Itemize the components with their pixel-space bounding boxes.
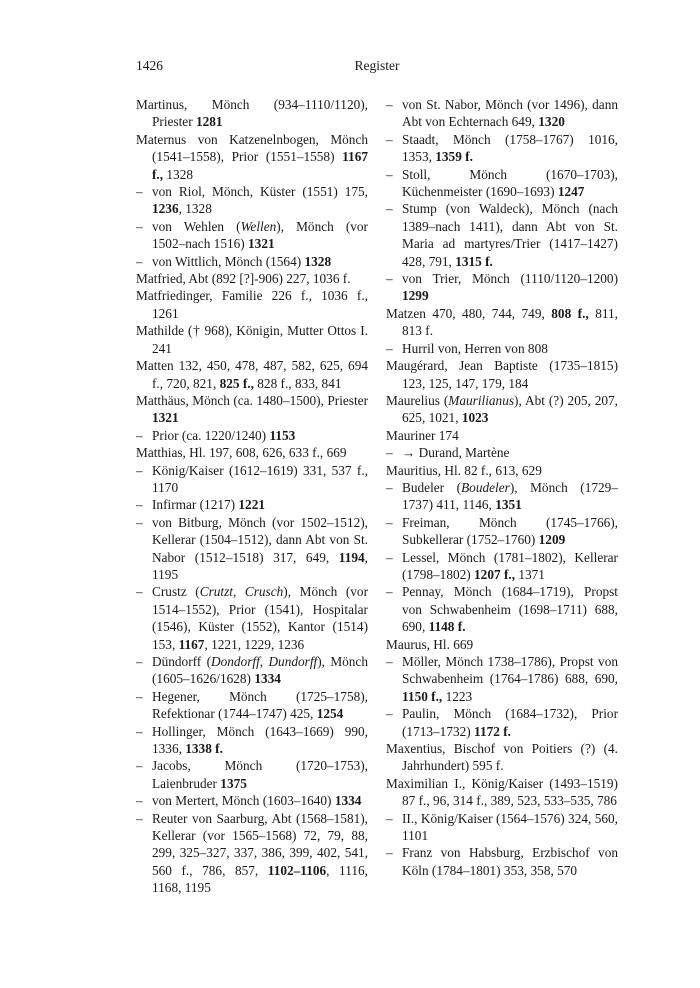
- index-entry: [386, 636, 618, 653]
- bold-page-ref: 1281: [195, 114, 223, 130]
- bold-page-ref: 1328: [304, 253, 332, 269]
- entry-text: Hurril von, Herren von 808: [402, 340, 548, 356]
- italic-variant: Dundorff: [268, 654, 318, 669]
- entry-text: Stoll, Mönch (1670–1703), Küchenmeister (1690–1693): [402, 166, 618, 200]
- index-entry: [386, 775, 618, 810]
- entry-text: von Bitburg, Mönch (vor 1502–1512), Kellerar (1504–1512), dann Abt von St. Nabor (1512–1518) 317, 649,: [152, 514, 368, 565]
- entry-text: Staadt, Mönch (1758–1767) 1016, 1353,: [402, 131, 618, 165]
- index-entry: [136, 357, 368, 392]
- entry-text: → Durand, Martène: [402, 445, 510, 461]
- index-subentry: [386, 583, 618, 635]
- index-subentry: [136, 496, 368, 513]
- index-subentry: [136, 723, 368, 758]
- bold-page-ref: 1338 f.: [185, 741, 223, 757]
- entry-text: von Trier, Mönch (1110/1120–1200): [402, 271, 618, 287]
- index-subentry: [136, 688, 368, 723]
- index-subentry: [136, 653, 368, 688]
- entry-text: Freiman, Mönch (1745–1766), Subkellerar (1752–1760): [402, 514, 618, 548]
- bold-page-ref: 1153: [269, 427, 296, 443]
- index-entry: [386, 305, 618, 340]
- entry-text: Stump (von Waldeck), Mönch (nach 1389–nach 1411), dann Abt von St. Maria ad martyres/Trier (1417–1427) 428, 791,: [402, 201, 618, 269]
- entry-text: von Wittlich, Mönch (1564): [152, 253, 305, 269]
- entry-text: 1371: [515, 566, 545, 582]
- entry-text: ), Mönch (vor 1502–nach 1516): [152, 218, 368, 252]
- entry-text: , 1116, 1168, 1195: [152, 862, 368, 896]
- entry-text: Maurus, Hl. 669: [386, 636, 474, 652]
- bold-page-ref: 1167 f.,: [152, 149, 368, 182]
- bold-page-ref: 1209: [538, 532, 566, 548]
- entry-text: von Riol, Mönch, Küster (1551) 175,: [152, 184, 368, 200]
- entry-text: , 1328: [178, 201, 212, 217]
- index-subentry: [136, 583, 368, 653]
- entry-text: Maugérard, Jean Baptiste (1735–1815) 123, 125, 147, 179, 184: [386, 358, 618, 391]
- bold-page-ref: 1023: [461, 410, 489, 426]
- entry-text: von Mertert, Mönch (1603–1640): [152, 793, 335, 809]
- index-entry: [136, 287, 368, 322]
- entry-text: 811, 813 f.: [402, 305, 618, 339]
- bold-page-ref: 1334: [334, 793, 362, 809]
- index-entry: [136, 96, 368, 131]
- index-subentry: [386, 549, 618, 584]
- index-subentry: [136, 183, 368, 218]
- entry-text: Möller, Mönch 1738–1786), Propst von Schwabenheim (1764–1786) 688, 690,: [402, 654, 618, 687]
- index-subentry: [136, 792, 368, 809]
- index-subentry: [136, 427, 368, 444]
- entry-text: ), Mönch (1605–1626/1628): [152, 654, 368, 687]
- index-subentry: [386, 166, 618, 201]
- entry-text: Hollinger, Mönch (1643–1669) 990, 1336,: [152, 723, 368, 757]
- index-column-left: [136, 96, 368, 897]
- entry-text: Jacobs, Mönch (1720–1753), Laienbruder: [152, 758, 368, 791]
- bold-page-ref: 808 f.,: [551, 305, 589, 321]
- index-entry: [136, 444, 368, 461]
- entry-text: Prior (ca. 1220/1240): [152, 427, 270, 443]
- bold-page-ref: 1299: [402, 288, 429, 304]
- index-subentry: [386, 444, 618, 461]
- italic-variant: Wellen: [240, 218, 277, 234]
- bold-page-ref: 1334: [254, 671, 281, 687]
- entry-text: ,: [259, 654, 269, 669]
- bold-page-ref: 1351: [495, 497, 522, 513]
- entry-text: Crustz (: [152, 584, 200, 600]
- index-entry: [136, 270, 368, 287]
- index-entry: [136, 392, 368, 427]
- entry-text: Mauriner 174: [386, 427, 459, 443]
- index-column-right: [386, 96, 618, 879]
- italic-variant: Boudeler: [461, 479, 510, 495]
- entry-text: Maxentius, Bischof von Poitiers (?) (4. Jahrhundert) 595 f.: [386, 741, 618, 774]
- entry-text: Infirmar (1217): [152, 497, 239, 513]
- index-entry: [386, 357, 618, 392]
- entry-text: Maximilian I., König/Kaiser (1493–1519) 87 f., 96, 314 f., 389, 523, 533–535, 786: [386, 775, 618, 809]
- bold-page-ref: 1150 f.,: [402, 688, 443, 704]
- page-header: [136, 58, 618, 78]
- entry-text: Franz von Habsburg, Erzbischof von Köln (1784–1801) 353, 358, 570: [402, 845, 618, 878]
- index-subentry: [136, 462, 368, 497]
- index-subentry: [136, 253, 368, 270]
- index-entry: [136, 131, 368, 183]
- bold-page-ref: 1207 f.,: [474, 566, 516, 582]
- bold-page-ref: 1167: [178, 636, 205, 652]
- entry-text: Matthäus, Mönch (ca. 1480–1500), Priester: [136, 392, 368, 408]
- index-subentry: [386, 131, 618, 166]
- bold-page-ref: 1221: [238, 497, 265, 513]
- entry-text: Paulin, Mönch (1684–1732), Prior (1713–1732): [402, 706, 618, 739]
- entry-text: 1223: [442, 688, 473, 704]
- bold-page-ref: 1320: [538, 114, 565, 130]
- entry-text: Dündorff (: [152, 654, 212, 669]
- running-title: Register: [354, 58, 400, 73]
- entry-text: , 1195: [152, 549, 368, 582]
- italic-variant: Crutzt, Crusch: [199, 584, 284, 600]
- entry-text: ), Abt (?) 205, 207, 625, 1021,: [402, 392, 619, 426]
- index-subentry: [136, 757, 368, 792]
- index-subentry: [386, 810, 618, 845]
- entry-text: von St. Nabor, Mönch (vor 1496), dann Abt von Echternach 649,: [402, 97, 618, 130]
- entry-text: Lessel, Mönch (1781–1802), Kellerar (1798–1802): [402, 549, 618, 582]
- index-subentry: [386, 653, 618, 705]
- index-entry: [386, 392, 618, 427]
- entry-text: Matten 132, 450, 478, 487, 582, 625, 694 f., 720, 821,: [136, 358, 368, 391]
- index-entry: [386, 427, 618, 444]
- bold-page-ref: 1102–1106: [267, 862, 327, 878]
- entry-text: Mathilde († 968), Königin, Mutter Ottos I. 241: [136, 323, 368, 356]
- entry-text: König/Kaiser (1612–1619) 331, 537 f., 1170: [152, 462, 368, 495]
- index-subentry: [386, 514, 618, 549]
- entry-text: Reuter von Saarburg, Abt (1568–1581), Kellerar (vor 1565–1568) 72, 79, 88, 299, 325–327, 337, 386, 399, 402, 541, 560 f., 786, 857,: [152, 810, 368, 878]
- index-subentry: [136, 810, 368, 897]
- entry-text: von Wehlen (: [152, 218, 241, 234]
- bold-page-ref: 1375: [220, 775, 247, 791]
- index-entry: [136, 322, 368, 357]
- index-subentry: [386, 479, 618, 514]
- index-subentry: [386, 705, 618, 740]
- entry-text: ), Mönch (vor 1514–1552), Prior (1541), Hospitalar (1546), Küster (1552), Kantor (1514) 153,: [152, 584, 369, 652]
- entry-text: Mauritius, Hl. 82 f., 613, 629: [386, 462, 542, 478]
- entry-text: Budeler (: [402, 479, 462, 495]
- entry-text: Hegener, Mönch (1725–1758), Refektionar (1744–1747) 425,: [152, 688, 368, 722]
- entry-text: Maurelius (: [386, 392, 449, 408]
- index-subentry: [386, 200, 618, 270]
- italic-variant: Maurilianus: [448, 392, 515, 408]
- entry-text: 828 f., 833, 841: [253, 375, 342, 391]
- entry-text: Matfried, Abt (892 [?]-906) 227, 1036 f.: [136, 271, 351, 287]
- index-entry: [386, 740, 618, 775]
- bold-page-ref: 1321: [248, 236, 275, 252]
- index-subentry: [136, 514, 368, 584]
- entry-text: 1328: [163, 166, 193, 182]
- bold-page-ref: 1359 f.: [435, 149, 473, 165]
- bold-page-ref: 1254: [316, 706, 344, 722]
- bold-page-ref: 1315 f.: [455, 253, 493, 269]
- entry-text: Matzen 470, 480, 744, 749,: [386, 305, 552, 321]
- entry-text: Martinus, Mönch (934–1110/1120), Priester: [136, 97, 368, 130]
- index-subentry: [386, 270, 618, 305]
- index-entry: [386, 462, 618, 479]
- bold-page-ref: 1236: [152, 201, 179, 217]
- index-subentry: [386, 96, 618, 131]
- index-subentry: [136, 218, 368, 253]
- bold-page-ref: 1247: [557, 184, 585, 200]
- bold-page-ref: 1148 f.: [428, 619, 466, 635]
- entry-text: Matthias, Hl. 197, 608, 626, 633 f., 669: [136, 445, 347, 461]
- entry-text: Pennay, Mönch (1684–1719), Propst von Schwabenheim (1698–1711) 688, 690,: [402, 584, 618, 635]
- index-subentry: [386, 340, 618, 357]
- bold-page-ref: 1172 f.: [474, 723, 511, 739]
- bold-page-ref: 825 f.,: [219, 375, 254, 391]
- bold-page-ref: 1194: [338, 549, 365, 565]
- entry-text: Maternus von Katzenelnbogen, Mönch (1541–1558), Prior (1551–1558): [136, 131, 368, 165]
- entry-text: , 1221, 1229, 1236: [204, 636, 305, 652]
- entry-text: ), Mönch (1729–1737) 411, 1146,: [402, 479, 618, 513]
- index-subentry: [386, 844, 618, 879]
- entry-text: II., König/Kaiser (1564–1576) 324, 560, 1101: [402, 810, 618, 844]
- entry-text: Matfriedinger, Familie 226 f., 1036 f., 1261: [136, 288, 368, 321]
- italic-variant: Dondorff: [211, 654, 260, 669]
- page-number: 1426: [136, 58, 163, 73]
- bold-page-ref: 1321: [152, 410, 179, 426]
